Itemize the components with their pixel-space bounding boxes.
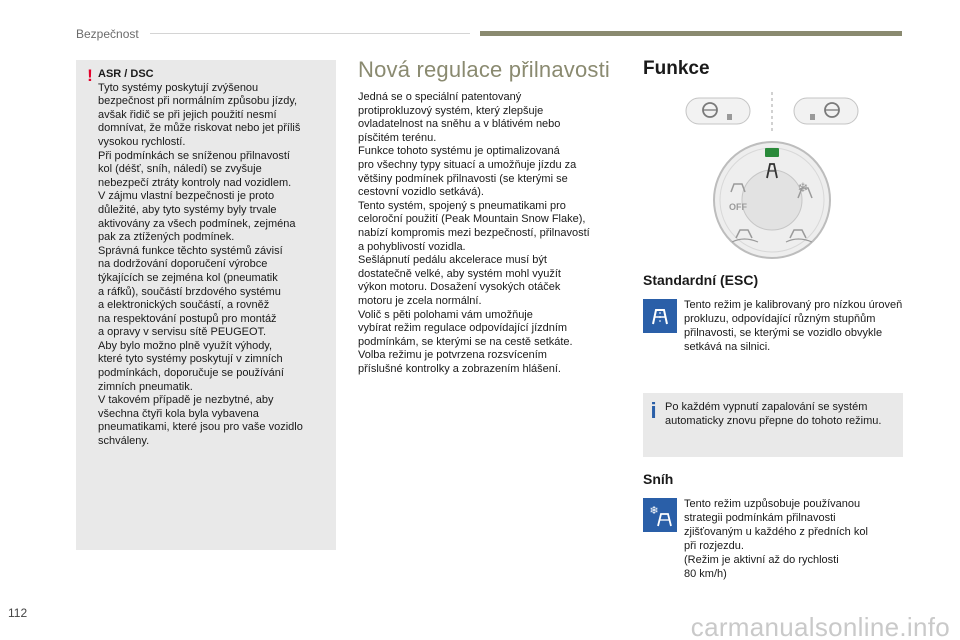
steering-wheel-icon <box>686 98 750 124</box>
mode-selector-illustration <box>672 92 872 262</box>
off-label: OFF <box>729 202 747 212</box>
standard-mode-title: Standardní (ESC) <box>643 272 759 288</box>
section-body: Jedná se o speciální patentovaný protiprokluzový systém, který zlepšuje ovladatelnost na sněhu a v blátivém nebo písčitém terénu. Funkce tohoto systému je optimalizovaná pro všechny typy situací a umožňuje jízdu za většiny podmínek přilnavosti (se kterými se cestovní vozidlo setkává). Tento systém, spojený s pneumatikami pro celoroční použití (Peak Mountain Snow Flake), nabízí kompromis mezi bezpečností, přilnavostí a pohyblivostí vozidla. Sešlápnutí pedálu akcelerace musí být dostatečně velké, aby systém mohl využít výkon motoru. Dosažení vysokých otáček motoru je zcela normální. Volič s pěti polohami vám umožňuje vybírat režim regulace odpovídající jízdním podmínkám, se kterými se na cestě setkáte. Volba režimu je potvrzena rozsvícením příslušné kontrolky a zobrazením hlášení. <box>358 91 590 375</box>
info-icon: i <box>650 398 657 423</box>
functions-title: Funkce <box>643 58 710 79</box>
steering-wheel-icon <box>794 98 858 124</box>
warning-body: Tyto systémy poskytují zvýšenou bezpečnost při normálním způsobu jízdy, avšak řidič se při jejich použití nesmí domnívat, že může riskovat nebo jet příliš vysokou rychlostí. Při podmínkách se sníženou přilnavostí kol (déšť, sníh, náledí) se zvyšuje nebezpečí ztráty kontroly nad vozidlem. V zájmu vlastní bezpečnosti je proto důležité, aby tyto systémy byly trvale aktivovány za všech podmínek, zejména pak za ztížených podmínek. Správná funkce těchto systémů závisí na dodržování doporučení výrobce týkajících se zejména kol (pneumatik a ráfků), součástí brzdového systému a elektronických součástí, a rovněž na respektování postupů pro montáž a opravy v servisu sítě PEUGEOT. Aby bylo možno plně využít výhody, které tyto systémy poskytují v zimních podmínkách, doporučuje se používání zimních pneumatik. V takovém případě je nezbytné, aby všechna čtyři kola byla vybavena pneumatikami, které jsou pro vaše vozidlo schváleny. <box>98 81 303 448</box>
info-box <box>643 393 903 457</box>
standard-mode-text: Tento režim je kalibrovaný pro nízkou úroveň prokluzu, odpovídající různým stupňům přilnavosti, se kterými se vozidlo obvykle setkává na silnici. <box>684 299 903 353</box>
watermark: carmanualsonline.info <box>690 612 950 640</box>
warning-text <box>98 68 334 449</box>
snow-mode-text: Tento režim uzpůsobuje používanou strategii podmínkám přilnavosti zjišťovaným u každého z předních kol při rozjezdu. (Režim je aktivní až do rychlosti 80 km/h) <box>684 498 868 580</box>
snow-mode-icon <box>643 498 677 532</box>
header-rule <box>150 33 470 34</box>
warning-box <box>76 60 336 550</box>
svg-text:❄: ❄ <box>797 181 809 196</box>
svg-text:❄: ❄ <box>649 504 659 517</box>
section-label: Bezpečnost <box>76 27 139 41</box>
standard-mode-icon <box>643 299 677 333</box>
snow-mode-title: Sníh <box>643 471 674 487</box>
page-number: 112 <box>8 606 28 620</box>
section-title: Nová regulace přilnavosti <box>358 57 611 82</box>
warning-title: ASR / DSC <box>98 68 154 80</box>
header-accent-bar <box>480 31 902 36</box>
mode-dial <box>714 142 830 258</box>
exclamation-icon: ! <box>87 66 93 85</box>
info-text: Po každém vypnutí zapalování se systém automaticky znovu přepne do tohoto režimu. <box>665 401 882 427</box>
